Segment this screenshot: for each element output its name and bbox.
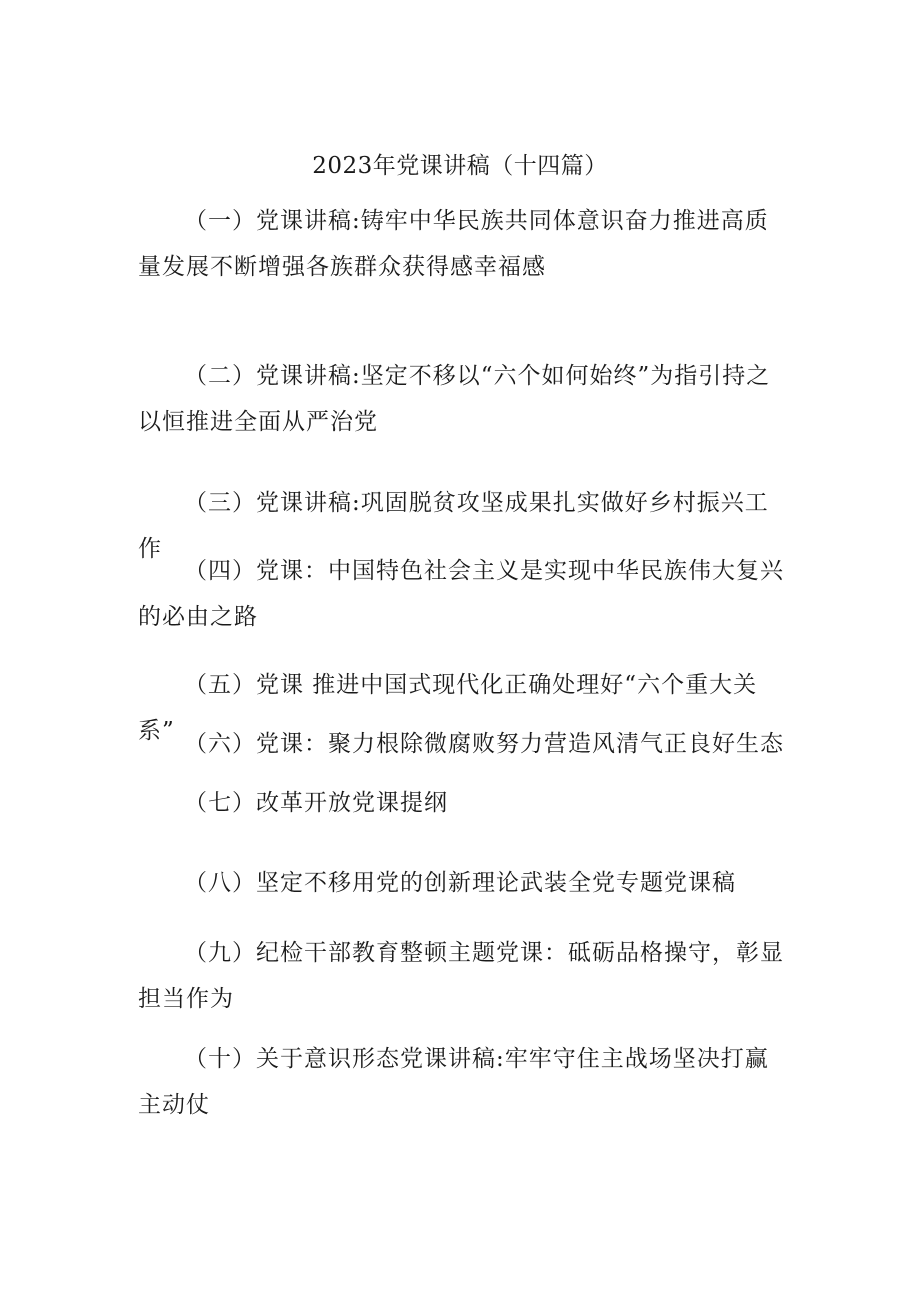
- toc-item-4: （四）党课：中国特色社会主义是实现中华民族伟大复兴的必由之路: [138, 558, 784, 630]
- toc-item-2: （二）党课讲稿:坚定不移以“六个如何始终”为指引持之以恒推进全面从严治党: [138, 363, 771, 435]
- toc-item-1: （一）党课讲稿:铸牢中华民族共同体意识奋力推进高质量发展不断增强各族群众获得感幸福感: [138, 208, 769, 280]
- toc-item-5: （五）党课 推进中国式现代化正确处理好“六个重大关系”: [138, 672, 758, 744]
- toc-item-3: （三）党课讲稿:巩固脱贫攻坚成果扎实做好乡村振兴工作: [138, 490, 769, 562]
- toc-item-9: （九）纪检干部教育整顿主题党课：砥砺品格操守，彰显担当作为: [138, 940, 784, 1012]
- toc-item-10: （十）关于意识形态党课讲稿:牢牢守住主战场坚决打赢主动仗: [138, 1046, 769, 1118]
- toc-item-6: （六）党课：聚力根除微腐败努力营造风清气正良好生态: [184, 731, 784, 757]
- page-title: 2023年党课讲稿（十四篇）: [312, 153, 608, 179]
- toc-item-8: （八）坚定不移用党的创新理论武装全党专题党课稿: [184, 870, 736, 896]
- toc-item-7: （七）改革开放党课提纲: [184, 790, 448, 816]
